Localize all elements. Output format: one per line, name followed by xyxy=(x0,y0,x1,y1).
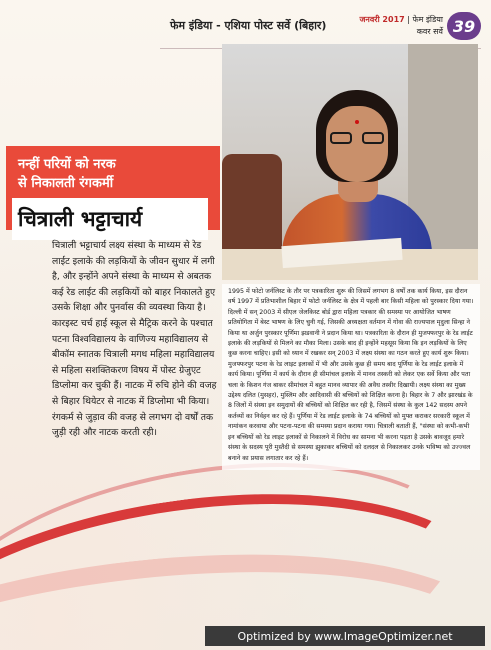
headline-line-2: से निकालती रंगकर्मी xyxy=(18,176,114,191)
watermark-bar: Optimized by www.ImageOptimizer.net xyxy=(205,626,485,646)
portrait-photo xyxy=(222,44,478,280)
name-banner xyxy=(12,198,208,240)
survey-label: कवर सर्वे xyxy=(416,27,443,36)
header-title: फेम इंडिया - एशिया पोस्ट सर्वे (बिहार) xyxy=(170,19,327,32)
headline-line-1: नन्हीं परियों को नरक xyxy=(18,157,116,172)
person-name: चित्राली भट्टाचार्य xyxy=(18,207,143,231)
page-number-badge: 39 xyxy=(447,12,481,40)
body-column: 1995 में फोटो जर्नलिस्ट के तौर पर पत्रकारिता शुरू की जिसमें लगभग 8 वर्षों तक कार्य किया, इस दौरान वर्ष 1997 में प्रतिभाशील बिहार में फोटो जर्नलिस्ट के क्षेत्र में पहली बार किसी महिला को पुरस्कार दिया गया। दिल्ली में सन् 2003 में सीएल जेलकिस्ट बोर्ड द्वारा महिला पत्रकार की समस्या पर आयोजित भाषण प्रतियोगिता में बेस्ट भाषण के लिए चुनी गई, जिसकी अध्यक्षता वर्तमान में गोवा की राज्यपाल मृदुला सिन्हा ने किया था अर्जुन पुरस्कार पूर्णिमा झडवानी ने प्रदान किया था। पत्रकारिता के दौरान ही मुजफ्फरपुर के रेड लाईट इलाके की लड़कियों से मिलने का मौका मिला। उसके बाद ही इन्होंने महसूस किया कि इन लड़कियों के लिए कुछ करना चाहिए। इसी को ध्यान में रखकर सन् 2003 में लक्ष्य संस्था का गठन करते हुए कार्य शुरू किया। मुजफ्फरपुर पटना के रेड लाइट इलाकों में भी और उसके कुछ ही समय बाद पूर्णिया के रेड लाईट इलाके में कार्य किया। पूर्णिया में कार्य के दौरान ही सीमांचल इलाके में मानव तस्करी को लेकर एक सर्वे किया और पता चला के किशन गंज बाकर सीमांचल में बहुत मानव व्यापार की अवैध तस्वीर दिखायी। लक्ष्य संस्था का मुख्य उद्देश्य दलित (मुसहर), मुस्लिम और आदिवासी की बच्चियों को शिक्षित करना है। बिहार के 7 और झारखंड के 8 जिलों में संस्था इन समुदायों की बच्चियों को शिक्षित कर रही है, जिसमें संस्था के कुल 142 सदस्य अपने कर्तव्यों का निर्वहन कर रहे हैं। पूर्णिया में रेड लाईट इलाके के 74 बच्चियों को मुफ्त कराकर सरकारी स्कूल में नामांकन करवाया और पटना-पटना की समस्या प्रदान कराया गया। चित्राली बताती हैं, "संस्था को कभी-कभी इन बच्चियों को रेड लाइट इलाकों से निकालने में विरोध का सामना भी करना पड़ता है उसके बावजूद हमारे संस्था के सदस्य पूरी मुस्तैदी से समस्या झुकाकर बच्चियों को दलदल से निकालकर उनके भविष्य को उज्ज्वल बनाने का प्रयास लगातार कर रहे हैं। xyxy=(222,284,480,470)
headline-box xyxy=(6,146,220,230)
issue-month: जनवरी 2017 xyxy=(359,15,405,24)
intro-column: चित्राली भट्टाचार्य लक्ष्य संस्था के माध्यम से रेड लाईट इलाके की लड़कियों के जीवन सुधार में लगी है, और इन्होंने अपने संस्था के माध्यम से अबतक कई रेड लाईट की लड़कियों को बाहर निकालते हुए उसके शिक्षा और पुनर्वास की व्यवस्था किया है। कारइस्ट चर्च हाई स्कूल से मैट्रिक करने के पश्चात पटना विश्वविद्यालय के वाणिज्य महाविद्यालय से बीकॉम स्नातक चित्राली मगध महिला महाविद्यालय से महिला सशक्तिकरण विषय में पोस्ट ग्रेजुएट डिप्लोमा कर चुकी हैं। नाटक में रुचि होने की वजह से बिहार थियेटर से नाटक में डिप्लोमा भी किया। रंगकर्म से जुड़ाव की वजह से लगभग दो वर्षों तक जुड़ी रही और नाटक करती रही। xyxy=(52,240,217,439)
magazine-name: फेम इंडिया xyxy=(412,15,443,24)
page-header xyxy=(0,8,491,44)
header-meta: जनवरी 2017 | फेम इंडिया कवर सर्वे xyxy=(359,15,443,36)
